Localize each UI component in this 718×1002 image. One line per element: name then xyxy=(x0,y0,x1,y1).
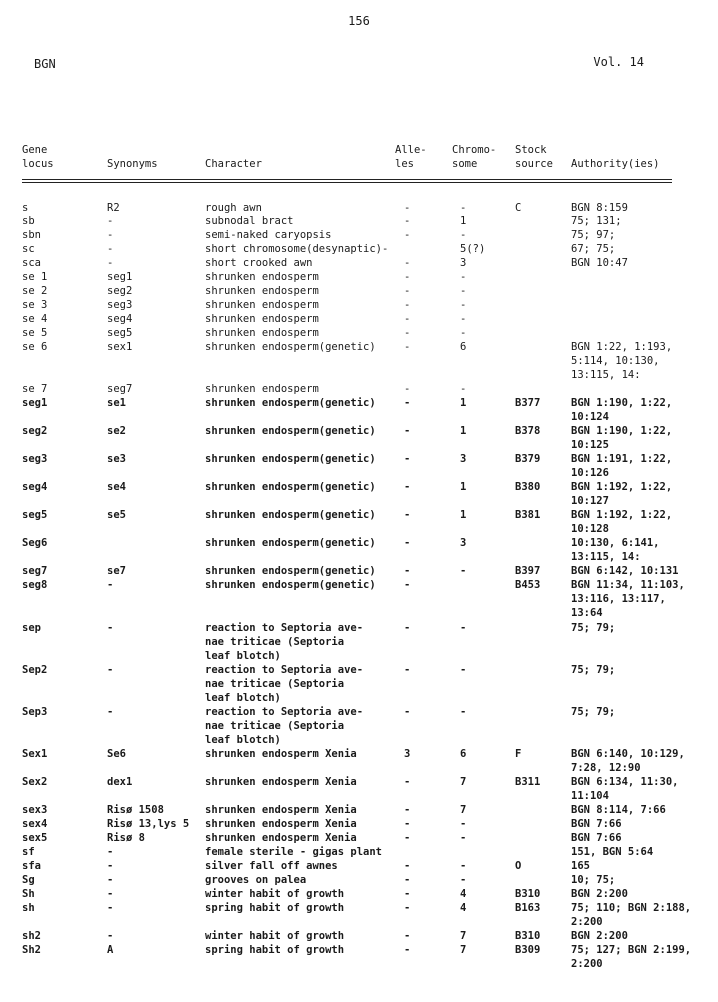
cell-alleles: - xyxy=(404,579,411,591)
cell-locus: seg3 xyxy=(22,453,48,465)
cell-alleles: - xyxy=(404,622,411,634)
cell-chromosome: - xyxy=(460,383,467,395)
header-chromosome: Chromo- some xyxy=(452,144,497,170)
cell-stock-source: B453 xyxy=(515,579,541,591)
cell-synonyms: - xyxy=(107,579,114,591)
volume-label: Vol. 14 xyxy=(593,55,644,69)
cell-alleles: - xyxy=(404,509,411,521)
cell-synonyms: se5 xyxy=(107,509,126,521)
cell-locus: sex4 xyxy=(22,818,48,830)
cell-character: short chromosome(desynaptic)- xyxy=(205,243,389,255)
cell-chromosome: - xyxy=(460,832,467,844)
cell-synonyms: se3 xyxy=(107,453,126,465)
cell-locus: seg8 xyxy=(22,579,48,591)
cell-stock-source: B379 xyxy=(515,453,541,465)
cell-stock-source: B311 xyxy=(515,776,541,788)
cell-authorities: 75; 79; xyxy=(571,664,616,676)
cell-locus: Sep3 xyxy=(22,706,48,718)
cell-alleles: - xyxy=(404,341,411,353)
cell-locus: Sh2 xyxy=(22,944,41,956)
cell-character: shrunken endosperm xyxy=(205,327,319,339)
cell-chromosome: 6 xyxy=(460,341,467,353)
cell-alleles: - xyxy=(404,860,411,872)
cell-locus: sbn xyxy=(22,229,41,241)
cell-alleles: - xyxy=(404,804,411,816)
cell-stock-source: B397 xyxy=(515,565,541,577)
cell-authorities: 10:130, 6:141, 13:115, 14: xyxy=(571,537,660,563)
cell-stock-source: B310 xyxy=(515,930,541,942)
cell-locus: Sg xyxy=(22,874,35,886)
cell-authorities: BGN 6:134, 11:30, 11:104 xyxy=(571,776,679,802)
cell-character: spring habit of growth xyxy=(205,902,345,914)
cell-chromosome: 3 xyxy=(460,257,467,269)
header-rule-top xyxy=(22,179,672,180)
cell-synonyms: se7 xyxy=(107,565,126,577)
cell-synonyms: se2 xyxy=(107,425,126,437)
cell-chromosome: - xyxy=(460,664,467,676)
header-stock-source: Stock source xyxy=(515,144,553,170)
cell-alleles: - xyxy=(404,299,411,311)
cell-authorities: BGN 1:192, 1:22, 10:127 xyxy=(571,481,673,507)
cell-synonyms: Risø 1508 xyxy=(107,804,164,816)
cell-alleles: - xyxy=(404,481,411,493)
cell-synonyms: R2 xyxy=(107,202,120,214)
cell-authorities: 151, BGN 5:64 xyxy=(571,846,654,858)
cell-locus: Sex2 xyxy=(22,776,48,788)
cell-locus: se 6 xyxy=(22,341,48,353)
header-locus: Gene locus xyxy=(22,144,54,170)
cell-locus: se 7 xyxy=(22,383,48,395)
cell-authorities: 75; 127; BGN 2:199, 2:200 xyxy=(571,944,692,970)
cell-locus: sh xyxy=(22,902,35,914)
cell-character: winter habit of growth xyxy=(205,930,345,942)
cell-locus: se 3 xyxy=(22,299,48,311)
cell-alleles: - xyxy=(404,902,411,914)
cell-character: shrunken endosperm xyxy=(205,271,319,283)
cell-alleles: - xyxy=(404,257,411,269)
cell-authorities: BGN 6:142, 10:131 xyxy=(571,565,679,577)
cell-synonyms: seg1 xyxy=(107,271,133,283)
page-number: 156 xyxy=(348,14,370,28)
cell-alleles: - xyxy=(404,453,411,465)
cell-synonyms: - xyxy=(107,874,114,886)
cell-synonyms: se1 xyxy=(107,397,126,409)
cell-stock-source: B380 xyxy=(515,481,541,493)
cell-chromosome: - xyxy=(460,622,467,634)
cell-synonyms: - xyxy=(107,902,114,914)
cell-character: rough awn xyxy=(205,202,262,214)
cell-chromosome: 4 xyxy=(460,888,467,900)
cell-authorities: BGN 2:200 xyxy=(571,888,628,900)
cell-authorities: 75; 79; xyxy=(571,706,616,718)
header-alleles: Alle- les xyxy=(395,144,427,170)
cell-authorities: BGN 8:114, 7:66 xyxy=(571,804,666,816)
cell-locus: sfa xyxy=(22,860,41,872)
cell-character: female sterile - gigas plant xyxy=(205,846,383,858)
cell-synonyms: - xyxy=(107,622,114,634)
cell-authorities: BGN 6:140, 10:129, 7:28, 12:90 xyxy=(571,748,685,774)
cell-chromosome: - xyxy=(460,327,467,339)
cell-locus: Seg6 xyxy=(22,537,48,549)
cell-authorities: BGN 1:22, 1:193, 5:114, 10:130, 13:115, 14: xyxy=(571,341,673,381)
cell-locus: sh2 xyxy=(22,930,41,942)
cell-locus: Sep2 xyxy=(22,664,48,676)
cell-alleles: - xyxy=(404,285,411,297)
cell-locus: seg4 xyxy=(22,481,48,493)
cell-authorities: BGN 7:66 xyxy=(571,832,622,844)
cell-authorities: 75; 97; xyxy=(571,229,616,241)
cell-chromosome: 3 xyxy=(460,453,467,465)
cell-chromosome: 1 xyxy=(460,481,467,493)
cell-character: shrunken endosperm(genetic) xyxy=(205,509,376,521)
cell-authorities: BGN 11:34, 11:103, 13:116, 13:117, 13:64 xyxy=(571,579,685,619)
cell-chromosome: - xyxy=(460,874,467,886)
cell-alleles: - xyxy=(404,327,411,339)
cell-character: shrunken endosperm(genetic) xyxy=(205,481,376,493)
cell-locus: s xyxy=(22,202,29,214)
header-character: Character xyxy=(205,158,262,170)
cell-character: shrunken endosperm(genetic) xyxy=(205,537,376,549)
cell-character: spring habit of growth xyxy=(205,944,345,956)
cell-alleles: - xyxy=(404,383,411,395)
cell-alleles: - xyxy=(404,832,411,844)
cell-synonyms: se4 xyxy=(107,481,126,493)
cell-synonyms: Se6 xyxy=(107,748,126,760)
cell-stock-source: B309 xyxy=(515,944,541,956)
cell-character: semi-naked caryopsis xyxy=(205,229,332,241)
cell-character: shrunken endosperm Xenia xyxy=(205,818,357,830)
cell-chromosome: - xyxy=(460,271,467,283)
cell-synonyms: - xyxy=(107,664,114,676)
cell-chromosome: 7 xyxy=(460,804,467,816)
journal-name: BGN xyxy=(34,57,56,71)
cell-locus: se 1 xyxy=(22,271,48,283)
cell-synonyms: - xyxy=(107,229,114,241)
cell-character: shrunken endosperm Xenia xyxy=(205,776,357,788)
cell-synonyms: seg4 xyxy=(107,313,133,325)
cell-character: shrunken endosperm(genetic) xyxy=(205,579,376,591)
cell-character: shrunken endosperm xyxy=(205,313,319,325)
cell-synonyms: - xyxy=(107,846,114,858)
cell-locus: Sex1 xyxy=(22,748,48,760)
cell-stock-source: O xyxy=(515,860,522,872)
cell-stock-source: C xyxy=(515,202,522,214)
cell-alleles: - xyxy=(404,313,411,325)
cell-synonyms: - xyxy=(107,888,114,900)
cell-locus: se 2 xyxy=(22,285,48,297)
cell-authorities: 10; 75; xyxy=(571,874,616,886)
cell-chromosome: - xyxy=(460,818,467,830)
cell-locus: sex3 xyxy=(22,804,48,816)
cell-stock-source: B377 xyxy=(515,397,541,409)
cell-authorities: BGN 1:190, 1:22, 10:124 xyxy=(571,397,673,423)
cell-synonyms: seg5 xyxy=(107,327,133,339)
cell-alleles: - xyxy=(404,664,411,676)
cell-stock-source: B381 xyxy=(515,509,541,521)
cell-chromosome: - xyxy=(460,285,467,297)
cell-chromosome: 4 xyxy=(460,902,467,914)
header-authorities: Authority(ies) xyxy=(571,158,660,170)
cell-chromosome: 6 xyxy=(460,748,467,760)
cell-chromosome: - xyxy=(460,860,467,872)
cell-character: reaction to Septoria ave- nae triticae (Septoria leaf blotch) xyxy=(205,706,364,746)
cell-locus: seg2 xyxy=(22,425,48,437)
cell-alleles: - xyxy=(404,397,411,409)
cell-alleles: - xyxy=(404,888,411,900)
cell-synonyms: dex1 xyxy=(107,776,133,788)
cell-synonyms: - xyxy=(107,860,114,872)
cell-locus: sb xyxy=(22,215,35,227)
cell-character: shrunken endosperm xyxy=(205,383,319,395)
cell-locus: seg5 xyxy=(22,509,48,521)
cell-synonyms: - xyxy=(107,215,114,227)
cell-locus: seg7 xyxy=(22,565,48,577)
cell-chromosome: 1 xyxy=(460,397,467,409)
cell-character: shrunken endosperm Xenia xyxy=(205,748,357,760)
cell-alleles: - xyxy=(404,944,411,956)
cell-character: shrunken endosperm(genetic) xyxy=(205,397,376,409)
cell-chromosome: - xyxy=(460,313,467,325)
cell-authorities: 75; 131; xyxy=(571,215,622,227)
cell-character: shrunken endosperm(genetic) xyxy=(205,341,376,353)
cell-character: subnodal bract xyxy=(205,215,294,227)
cell-authorities: BGN 1:190, 1:22, 10:125 xyxy=(571,425,673,451)
cell-chromosome: - xyxy=(460,299,467,311)
cell-authorities: 75; 79; xyxy=(571,622,616,634)
cell-alleles: - xyxy=(404,874,411,886)
cell-alleles: - xyxy=(404,706,411,718)
cell-authorities: 67; 75; xyxy=(571,243,616,255)
cell-locus: se 5 xyxy=(22,327,48,339)
cell-authorities: BGN 2:200 xyxy=(571,930,628,942)
cell-locus: sex5 xyxy=(22,832,48,844)
cell-locus: sc xyxy=(22,243,35,255)
cell-character: shrunken endosperm Xenia xyxy=(205,832,357,844)
cell-character: shrunken endosperm(genetic) xyxy=(205,453,376,465)
cell-authorities: BGN 1:192, 1:22, 10:128 xyxy=(571,509,673,535)
cell-locus: Sh xyxy=(22,888,35,900)
cell-synonyms: - xyxy=(107,257,114,269)
cell-character: winter habit of growth xyxy=(205,888,345,900)
cell-synonyms: - xyxy=(107,243,114,255)
cell-character: shrunken endosperm(genetic) xyxy=(205,425,376,437)
cell-locus: seg1 xyxy=(22,397,48,409)
cell-stock-source: B163 xyxy=(515,902,541,914)
cell-alleles: - xyxy=(404,537,411,549)
cell-character: shrunken endosperm Xenia xyxy=(205,804,357,816)
header-rule-bottom xyxy=(22,182,672,183)
cell-locus: sf xyxy=(22,846,35,858)
cell-character: shrunken endosperm(genetic) xyxy=(205,565,376,577)
cell-locus: se 4 xyxy=(22,313,48,325)
cell-chromosome: - xyxy=(460,202,467,214)
cell-locus: sep xyxy=(22,622,41,634)
cell-character: grooves on palea xyxy=(205,874,307,886)
cell-character: reaction to Septoria ave- nae triticae (Septoria leaf blotch) xyxy=(205,664,364,704)
cell-synonyms: seg7 xyxy=(107,383,133,395)
cell-chromosome: 5(?) xyxy=(460,243,486,255)
cell-alleles: - xyxy=(404,930,411,942)
cell-chromosome: 7 xyxy=(460,930,467,942)
cell-authorities: 165 xyxy=(571,860,590,872)
cell-authorities: BGN 7:66 xyxy=(571,818,622,830)
header-synonyms: Synonyms xyxy=(107,158,158,170)
cell-alleles: - xyxy=(404,425,411,437)
cell-chromosome: 1 xyxy=(460,215,467,227)
cell-synonyms: A xyxy=(107,944,114,956)
cell-character: short crooked awn xyxy=(205,257,313,269)
cell-chromosome: 1 xyxy=(460,425,467,437)
cell-alleles: - xyxy=(404,202,411,214)
cell-alleles: - xyxy=(404,215,411,227)
cell-locus: sca xyxy=(22,257,41,269)
cell-chromosome: 1 xyxy=(460,509,467,521)
cell-synonyms: - xyxy=(107,930,114,942)
cell-chromosome: - xyxy=(460,229,467,241)
cell-synonyms: sex1 xyxy=(107,341,133,353)
cell-chromosome: - xyxy=(460,565,467,577)
cell-character: shrunken endosperm xyxy=(205,285,319,297)
cell-synonyms: - xyxy=(107,706,114,718)
cell-authorities: BGN 8:159 xyxy=(571,202,628,214)
cell-chromosome: - xyxy=(460,706,467,718)
cell-chromosome: 3 xyxy=(460,537,467,549)
cell-alleles: - xyxy=(404,818,411,830)
cell-alleles: - xyxy=(404,271,411,283)
cell-alleles: - xyxy=(404,229,411,241)
cell-alleles: - xyxy=(404,776,411,788)
cell-character: shrunken endosperm xyxy=(205,299,319,311)
cell-stock-source: F xyxy=(515,748,522,760)
cell-chromosome: 7 xyxy=(460,944,467,956)
cell-authorities: BGN 10:47 xyxy=(571,257,628,269)
cell-character: silver fall off awnes xyxy=(205,860,338,872)
cell-authorities: 75; 110; BGN 2:188, 2:200 xyxy=(571,902,692,928)
cell-character: reaction to Septoria ave- nae triticae (Septoria leaf blotch) xyxy=(205,622,364,662)
cell-stock-source: B378 xyxy=(515,425,541,437)
cell-authorities: BGN 1:191, 1:22, 10:126 xyxy=(571,453,673,479)
cell-synonyms: seg3 xyxy=(107,299,133,311)
cell-synonyms: Risø 8 xyxy=(107,832,145,844)
cell-synonyms: Risø 13,lys 5 xyxy=(107,818,190,830)
cell-alleles: - xyxy=(404,565,411,577)
cell-stock-source: B310 xyxy=(515,888,541,900)
cell-synonyms: seg2 xyxy=(107,285,133,297)
cell-alleles: 3 xyxy=(404,748,411,760)
cell-chromosome: 7 xyxy=(460,776,467,788)
